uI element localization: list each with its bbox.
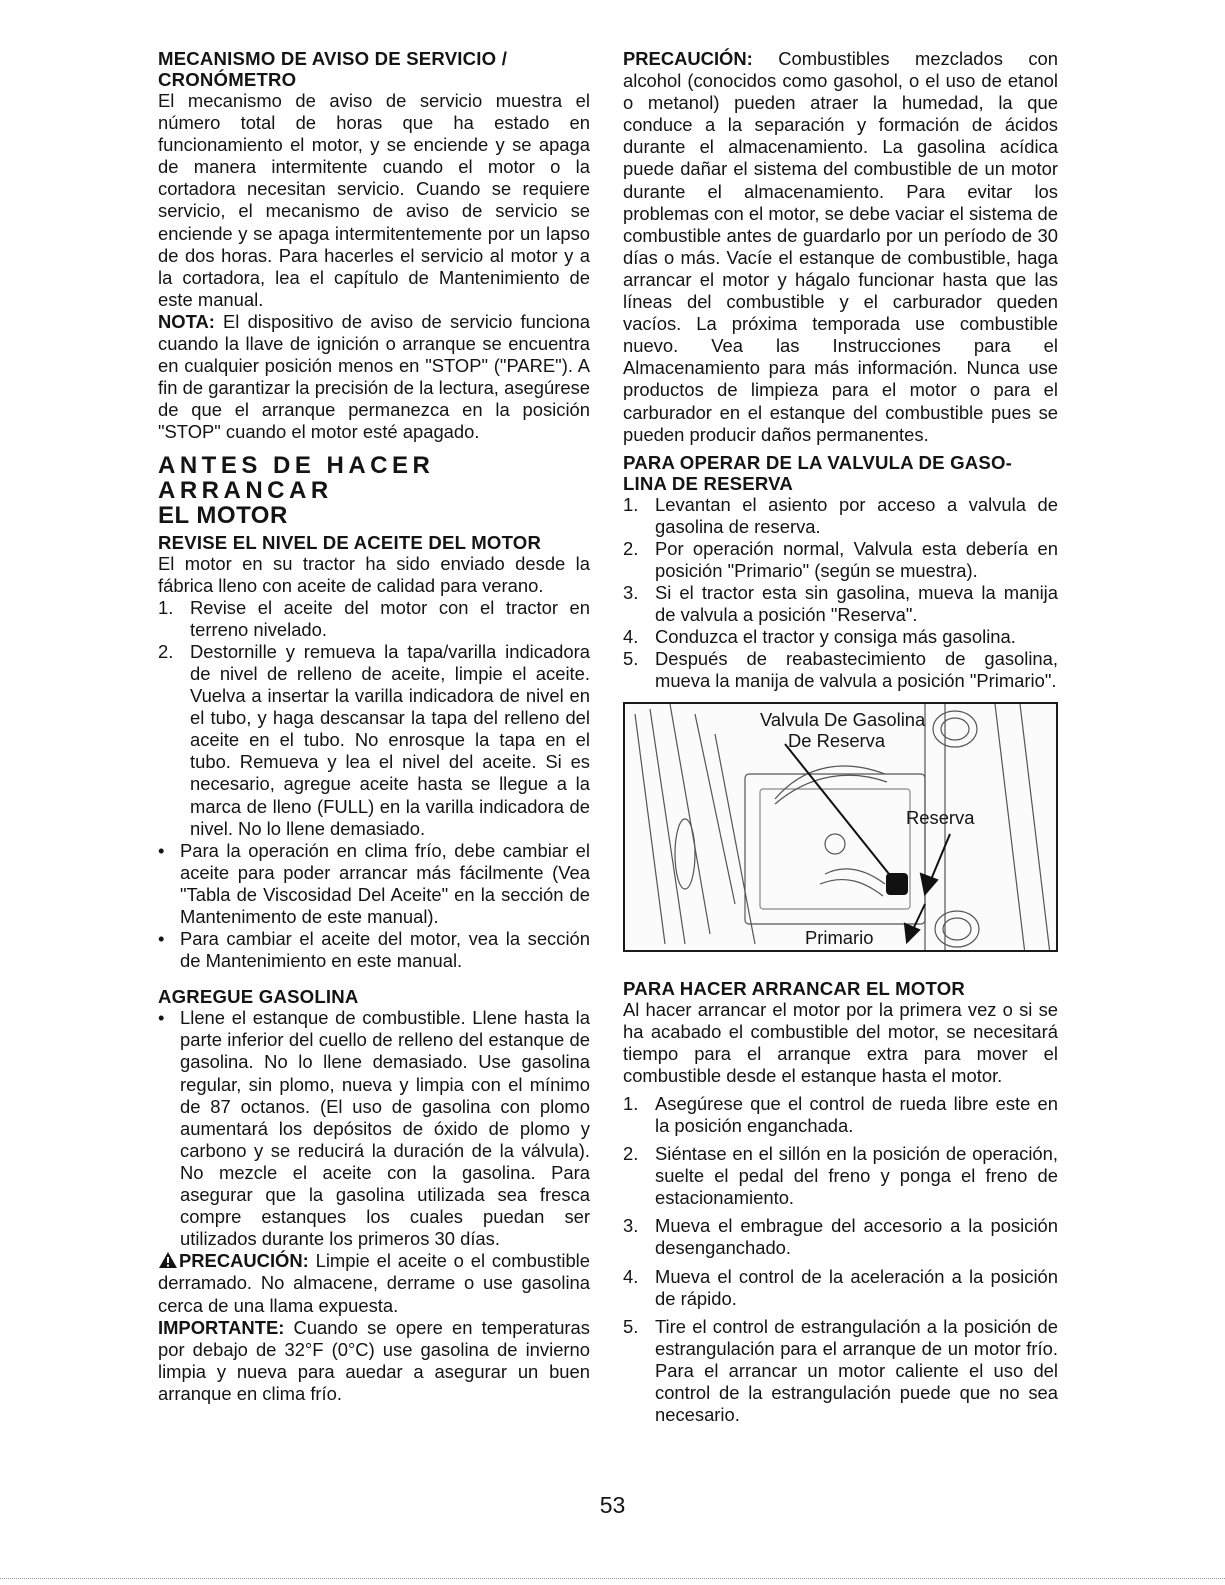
start-engine-heading: PARA HACER ARRANCAR EL MOTOR — [623, 977, 966, 999]
list-marker: 4. — [623, 1265, 639, 1287]
add-fuel-list — [158, 1007, 590, 1250]
list-item — [623, 538, 1058, 582]
figure-label-primary: Primario — [805, 926, 874, 948]
list-item — [158, 928, 590, 972]
list-item — [623, 1215, 1058, 1259]
list-item-text: Destornille y remueva la tapa/varilla indicadora de nivel de relleno de aceite, limpie el aceite. Vuelva a insertar la varilla indicadora de nivel en el tubo, y haga descansar la tapa del relleno del aceite en el tubo. No enrosque la tapa en el tubo. Remueva y lea el nivel del aceite. Si es necesario, agregue aceite hasta se llegue a la marca de lleno (FULL) en la varilla indicadora de nivel. No lo llene demasiado. — [190, 640, 590, 839]
fuel-important — [158, 1317, 590, 1405]
list-item — [158, 1007, 590, 1250]
list-marker: 4. — [623, 626, 639, 648]
list-item — [623, 582, 1058, 626]
list-marker: 2. — [158, 640, 174, 662]
list-item — [158, 597, 590, 641]
list-item — [623, 648, 1058, 692]
list-item-text: Asegúrese que el control de rueda libre este en la posición enganchada. — [655, 1092, 1058, 1136]
list-item — [623, 494, 1058, 538]
list-item-text: Para cambiar el aceite del motor, vea la sección de Mantenimiento en este manual. — [180, 928, 590, 972]
list-item-text: Para la operación en clima frío, debe cambiar el aceite para poder arrancar más fácilmente (Vea "Tabla de Viscosidad Del Aceite" en la sección de Mantenimento de este manual). — [180, 839, 590, 927]
list-marker: 5. — [623, 648, 639, 670]
caution-text: Limpie el aceite o el combustible derramado. No almacene, derrame o use gasolina cerca de una llama expuesta. — [158, 1250, 590, 1316]
important-label: IMPORTANTE: — [158, 1316, 285, 1338]
before-starting-heading-line2: EL MOTOR — [158, 501, 288, 529]
reserve-valve-heading-line2: LINA DE RESERVA — [623, 472, 794, 494]
start-engine-list — [623, 1093, 1058, 1426]
oil-level-intro: El motor en su tractor ha sido enviado desde la fábrica lleno con aceite de calidad para verano. — [158, 552, 590, 596]
list-item — [623, 1266, 1058, 1310]
list-marker: • — [158, 928, 165, 950]
list-marker: 1. — [158, 596, 174, 618]
before-starting-heading-line1: ANTES DE HACER ARRANCAR — [158, 451, 435, 504]
reserve-valve-figure — [623, 702, 1058, 952]
alcohol-fuel-caution — [623, 48, 1058, 446]
important-text: Cuando se opere en temperaturas por debajo de 32°F (0°C) use gasolina de invierno limpia y nueva para auedar a asegurar un buen arranque en clima frío. — [158, 1316, 590, 1404]
figure-label-valve-line1: Valvula De Gasolina — [760, 708, 926, 730]
list-marker: 2. — [623, 537, 639, 559]
list-item — [623, 1143, 1058, 1209]
list-item — [623, 626, 1058, 648]
list-marker: 1. — [623, 1092, 639, 1114]
reserve-valve-list — [623, 494, 1058, 693]
page-number: 53 — [599, 1492, 626, 1518]
list-item-text: Si el tractor esta sin gasolina, mueva la manija de valvula a posición "Reserva". — [655, 582, 1058, 626]
caution-label: PRECAUCIÓN: — [623, 48, 753, 69]
right-column — [623, 48, 1058, 1426]
list-item-text: Tire el control de estrangulación a la posición de estrangulación para el arranque de un motor frío. Para el arrancar un motor caliente el uso del control de la estrangulación puede que no sea necesario. — [655, 1315, 1058, 1426]
list-item — [158, 641, 590, 840]
add-fuel-heading: AGREGUE GASOLINA — [158, 986, 359, 1008]
list-marker: 2. — [623, 1143, 639, 1165]
warning-icon — [158, 1251, 178, 1269]
list-marker: 3. — [623, 1215, 639, 1237]
service-timer-note — [158, 311, 590, 444]
list-marker: 5. — [623, 1315, 639, 1337]
list-item — [623, 1093, 1058, 1137]
list-item-text: Revise el aceite del motor con el tractor en terreno nivelado. — [190, 596, 590, 640]
before-starting-heading — [158, 453, 590, 528]
figure-label-valve-line2: De Reserva — [788, 729, 886, 751]
left-column — [158, 48, 590, 1405]
list-item-text: Siéntase en el sillón en la posición de operación, suelte el pedal del freno y ponga el freno de estacionamiento. — [655, 1143, 1058, 1209]
list-marker: • — [158, 839, 165, 861]
oil-level-heading: REVISE EL NIVEL DE ACEITE DEL MOTOR — [158, 531, 542, 553]
list-item-text: Por operación normal, Valvula esta debería en posición "Primario" (según se muestra). — [655, 537, 1058, 581]
start-engine-intro: Al hacer arrancar el motor por la primera vez o si se ha acabado el combustible del motor, se necesitará tiempo para el arranque extra para mover el combustible desde el estanque hasta el motor. — [623, 998, 1058, 1086]
list-item-text: Llene el estanque de combustible. Llene hasta la parte inferior del cuello de relleno del estanque de gasolina. No lo llene demasiado. Use gasolina regular, sin plomo, nueva y limpia con el mínimo de 87 octanos. (El uso de gasolina con plomo aumentará los depósitos de óxido de plomo y carbono y se reducirá la duración de la válvula). No mezcle el aceite con la gasolina. Para asegurar que la gasolina utilizada sea fresca compre estanques los cuales puedan ser utilizados durante los primeros 30 días. — [180, 1007, 590, 1250]
list-item — [623, 1316, 1058, 1426]
figure-label-reserve: Reserva — [906, 806, 975, 828]
list-item-text: Mueva el control de la aceleración a la posición de rápido. — [655, 1265, 1058, 1309]
list-item-text: Después de reabastecimiento de gasolina, mueva la manija de valvula a posición "Primario". — [655, 648, 1058, 692]
list-item — [158, 840, 590, 928]
list-marker: 3. — [623, 582, 639, 604]
list-marker: • — [158, 1007, 165, 1029]
reserve-valve-heading-line1: PARA OPERAR DE LA VALVULA DE GASO- — [623, 451, 1013, 473]
bottom-rule — [0, 1578, 1225, 1581]
list-item-text: Levantan el asiento por acceso a valvula de gasolina de reserva. — [655, 493, 1058, 537]
list-item-text: Conduzca el tractor y consiga más gasolina. — [655, 626, 1016, 648]
list-marker: 1. — [623, 493, 639, 515]
service-timer-body: El mecanismo de aviso de servicio muestra el número total de horas que ha estado en funcionamiento el motor, y se enciende y se apaga de manera intermitente cuando el motor o la cortadora necesitan servicio. Cuando se requiere servicio, el mecanismo de aviso de servicio se enciende y se apaga intermitentemente por un lapso de dos horas. Para hacerles el servicio al motor y a la cortadora, lea el capítulo de Mantenimiento de este manual. — [158, 90, 590, 310]
caution-text: Combustibles mezclados con alcohol (conocidos como gasohol, o el uso de etanol o metanol) pueden atraer la humedad, la que conduce a la separación y formación de ácidos durante el almacenamiento. La gasolina acídica puede dañar el sistema del combustible de un motor durante el almacenamiento. Para evitar los problemas con el motor, se debe vaciar el sistema de combustible antes de guardarlo por un período de 30 días o más. Vacíe el estanque de combustible, haga arrancar el motor y hágalo funcionar hasta que las líneas del combustible y el carburador queden vacíos. La próxima temporada use combustible nuevo. Vea las Instrucciones para el Almacenamiento para más información. Nunca use productos de limpieza para el motor o para el carburador en el estanque del combustible pues se pueden producir daños permanentes. — [623, 48, 1058, 445]
reserve-valve-heading — [623, 452, 1058, 494]
note-label: NOTA: — [158, 310, 215, 332]
note-text: El dispositivo de aviso de servicio funciona cuando la llave de ignición o arranque se encuentra en cualquier posición menos en "STOP" ("PARE"). A fin de garantizar la precisión de la lectura, asegúrese de que el arranque permanezca en la posición "STOP" cuando el motor esté apagado. — [158, 310, 590, 443]
service-timer-heading: MECANISMO DE AVISO DE SERVICIO / CRONÓMETRO — [158, 48, 508, 90]
caution-label: PRECAUCIÓN: — [179, 1250, 309, 1272]
fuel-caution — [158, 1250, 590, 1316]
list-item-text: Mueva el embrague del accesorio a la posición desenganchado. — [655, 1215, 1058, 1259]
oil-level-list — [158, 597, 590, 973]
